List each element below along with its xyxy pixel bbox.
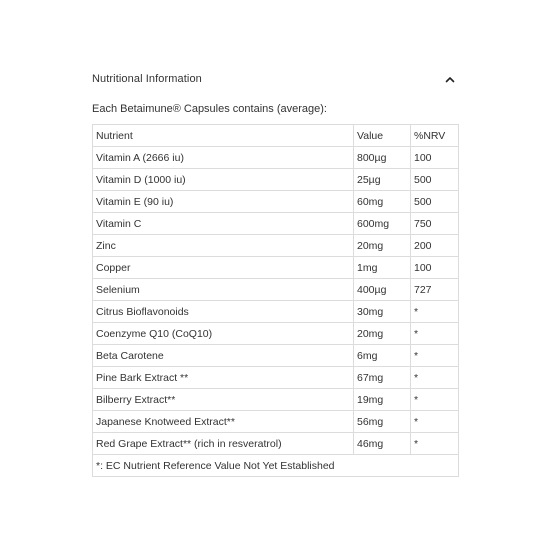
cell-nutrient: Citrus Bioflavonoids bbox=[93, 301, 354, 323]
table-row bbox=[93, 367, 459, 389]
cell-value: 56mg bbox=[354, 411, 411, 433]
intro-text: Each Betaimune® Capsules contains (average): bbox=[92, 103, 327, 115]
footnote-text: *: EC Nutrient Reference Value Not Yet Established bbox=[93, 455, 459, 477]
table-row bbox=[93, 433, 459, 455]
cell-value: 20mg bbox=[354, 323, 411, 345]
table-row bbox=[93, 169, 459, 191]
cell-value: 20mg bbox=[354, 235, 411, 257]
cell-value: 800µg bbox=[354, 147, 411, 169]
cell-value: 60mg bbox=[354, 191, 411, 213]
chevron-up-icon[interactable] bbox=[442, 71, 458, 87]
cell-nrv: * bbox=[411, 345, 459, 367]
cell-nrv: 100 bbox=[411, 257, 459, 279]
accordion-header[interactable] bbox=[92, 66, 460, 92]
cell-nutrient: Pine Bark Extract ** bbox=[93, 367, 354, 389]
footnote-row bbox=[93, 455, 459, 477]
cell-nrv: * bbox=[411, 301, 459, 323]
cell-nrv: 100 bbox=[411, 147, 459, 169]
cell-nrv: * bbox=[411, 411, 459, 433]
accordion-title: Nutritional Information bbox=[92, 73, 202, 85]
table-row bbox=[93, 389, 459, 411]
cell-nrv: 750 bbox=[411, 213, 459, 235]
cell-value: 19mg bbox=[354, 389, 411, 411]
cell-value: 30mg bbox=[354, 301, 411, 323]
cell-nutrient: Copper bbox=[93, 257, 354, 279]
table-header-row bbox=[93, 125, 459, 147]
cell-nutrient: Red Grape Extract** (rich in resveratrol) bbox=[93, 433, 354, 455]
cell-value: 600mg bbox=[354, 213, 411, 235]
table-row bbox=[93, 257, 459, 279]
cell-nutrient: Japanese Knotweed Extract** bbox=[93, 411, 354, 433]
cell-nrv: * bbox=[411, 367, 459, 389]
column-header-nutrient: Nutrient bbox=[93, 125, 354, 147]
table-row bbox=[93, 411, 459, 433]
table-row bbox=[93, 213, 459, 235]
cell-nutrient: Selenium bbox=[93, 279, 354, 301]
column-header-nrv: %NRV bbox=[411, 125, 459, 147]
cell-value: 46mg bbox=[354, 433, 411, 455]
cell-nrv: 500 bbox=[411, 191, 459, 213]
cell-nutrient: Coenzyme Q10 (CoQ10) bbox=[93, 323, 354, 345]
table-row bbox=[93, 301, 459, 323]
column-header-value: Value bbox=[354, 125, 411, 147]
cell-nutrient: Vitamin D (1000 iu) bbox=[93, 169, 354, 191]
table-row bbox=[93, 345, 459, 367]
cell-nrv: * bbox=[411, 389, 459, 411]
cell-nrv: 200 bbox=[411, 235, 459, 257]
cell-value: 1mg bbox=[354, 257, 411, 279]
cell-value: 25µg bbox=[354, 169, 411, 191]
cell-nutrient: Vitamin A (2666 iu) bbox=[93, 147, 354, 169]
cell-value: 6mg bbox=[354, 345, 411, 367]
table-row bbox=[93, 323, 459, 345]
nutrition-accordion bbox=[92, 66, 460, 477]
cell-nutrient: Beta Carotene bbox=[93, 345, 354, 367]
cell-nutrient: Zinc bbox=[93, 235, 354, 257]
cell-value: 400µg bbox=[354, 279, 411, 301]
cell-nutrient: Bilberry Extract** bbox=[93, 389, 354, 411]
cell-value: 67mg bbox=[354, 367, 411, 389]
cell-nutrient: Vitamin E (90 iu) bbox=[93, 191, 354, 213]
table-row bbox=[93, 279, 459, 301]
cell-nutrient: Vitamin C bbox=[93, 213, 354, 235]
cell-nrv: * bbox=[411, 433, 459, 455]
table-row bbox=[93, 191, 459, 213]
table-row bbox=[93, 147, 459, 169]
table-row bbox=[93, 235, 459, 257]
cell-nrv: 727 bbox=[411, 279, 459, 301]
nutrition-table bbox=[92, 124, 459, 477]
cell-nrv: 500 bbox=[411, 169, 459, 191]
cell-nrv: * bbox=[411, 323, 459, 345]
